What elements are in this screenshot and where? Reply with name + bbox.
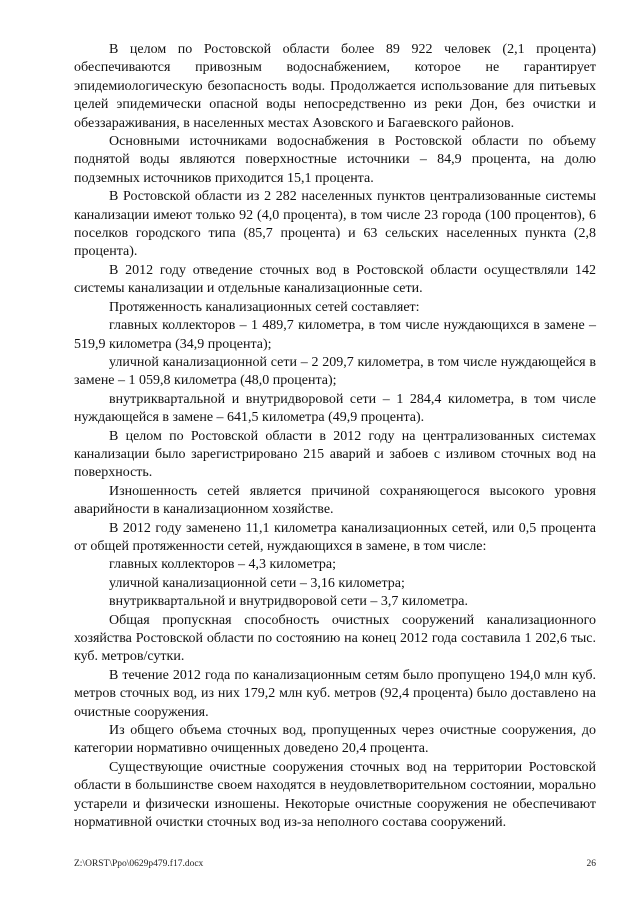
paragraph-water-supply-transported: В целом по Ростовской области более 89 922 человек (2,1 процента) обеспечиваются привозным водоснабжением, которое не гарантирует эпидемиологическую безопасность воды. Продолжается использование для питьевых целей эпидемически опасной воды непосредственно из реки Дон, без очистки и обеззараживания, в населенных местах Азовского и Багаевского районов.	[74, 42, 596, 131]
list-item-main-collectors: главных коллекторов – 1 489,7 километра, в том числе нуждающихся в замене – 519,9 километра (34,9 процента);	[74, 318, 596, 352]
footer-file-path: Z:\ORST\Ppo\0629p479.f17.docx	[74, 859, 204, 869]
list-item-intra-block-network: внутриквартальной и внутридворовой сети – 1 284,4 километра, в том числе нуждающейся в замене – 641,5 километра (49,9 процента).	[74, 391, 596, 426]
list-item-replaced-collectors: главных коллекторов – 4,3 километра;	[109, 557, 336, 573]
paragraph-replaced-2012: В 2012 году заменено 11,1 километра канализационных сетей, или 0,5 процента от общей протяженности сетей, нуждающихся в замене, в том числе:	[74, 520, 596, 554]
page-number: 26	[586, 859, 596, 869]
list-item-street-network: уличной канализационной сети – 2 209,7 километра, в том числе нуждающейся в замене – 1 059,8 километра (48,0 процента);	[74, 354, 596, 389]
paragraph-wear: Изношенность сетей является причиной сохраняющегося высокого уровня аварийности в канализационном хозяйстве.	[74, 483, 596, 518]
body-text	[74, 41, 596, 832]
paragraph-water-sources: Основными источниками водоснабжения в Ростовской области по объему поднятой воды являются поверхностные источники – 84,9 процента, на долю подземных источников приходится 15,1 процента.	[74, 134, 596, 186]
paragraph-sewerage-systems: В Ростовской области из 2 282 населенных пунктов централизованные системы канализации имеют только 92 (4,0 процента), в том числе 23 города (100 процентов), 6 поселков городского типа (85,7 процента) и 63 сельских населенных пункта (2,8 процента).	[74, 189, 596, 260]
paragraph-wastewater-volume: В течение 2012 года по канализационным сетям было пропущено 194,0 млн куб. метров сточных вод, из них 179,2 млн куб. метров (92,4 процента) было доставлено на очистные сооружения.	[74, 667, 596, 720]
paragraph-network-length-intro: Протяженность канализационных сетей составляет:	[109, 299, 420, 315]
paragraph-treatment-condition: Существующие очистные сооружения сточных вод на территории Ростовской области в большинстве своем находятся в неудовлетворительном состоянии, морально устарели и физически изношены. Некоторые очистные сооружения не обеспечивают нормативной очистки сточных вод из-за неполного состава сооружений.	[74, 759, 596, 831]
list-item-replaced-street: уличной канализационной сети – 3,16 километра;	[109, 575, 405, 591]
paragraph-accidents: В целом по Ростовской области в 2012 году на централизованных системах канализации было зарегистрировано 215 аварий и забоев с изливом сточных вод на поверхность.	[74, 428, 596, 481]
paragraph-treatment-capacity: Общая пропускная способность очистных сооружений канализационного хозяйства Ростовской области по состоянию на конец 2012 года составила 1 202,6 тыс. куб. метров/сутки.	[74, 612, 596, 665]
list-item-replaced-intra-block: внутриквартальной и внутридворовой сети – 3,7 километра.	[109, 594, 468, 610]
paragraph-treated-share: Из общего объема сточных вод, пропущенных через очистные сооружения, до категории нормативно очищенных доведено 20,4 процента.	[74, 723, 596, 757]
paragraph-wastewater-2012: В 2012 году отведение сточных вод в Ростовской области осуществляли 142 системы канализации и отдельные канализационные сети.	[74, 262, 596, 297]
